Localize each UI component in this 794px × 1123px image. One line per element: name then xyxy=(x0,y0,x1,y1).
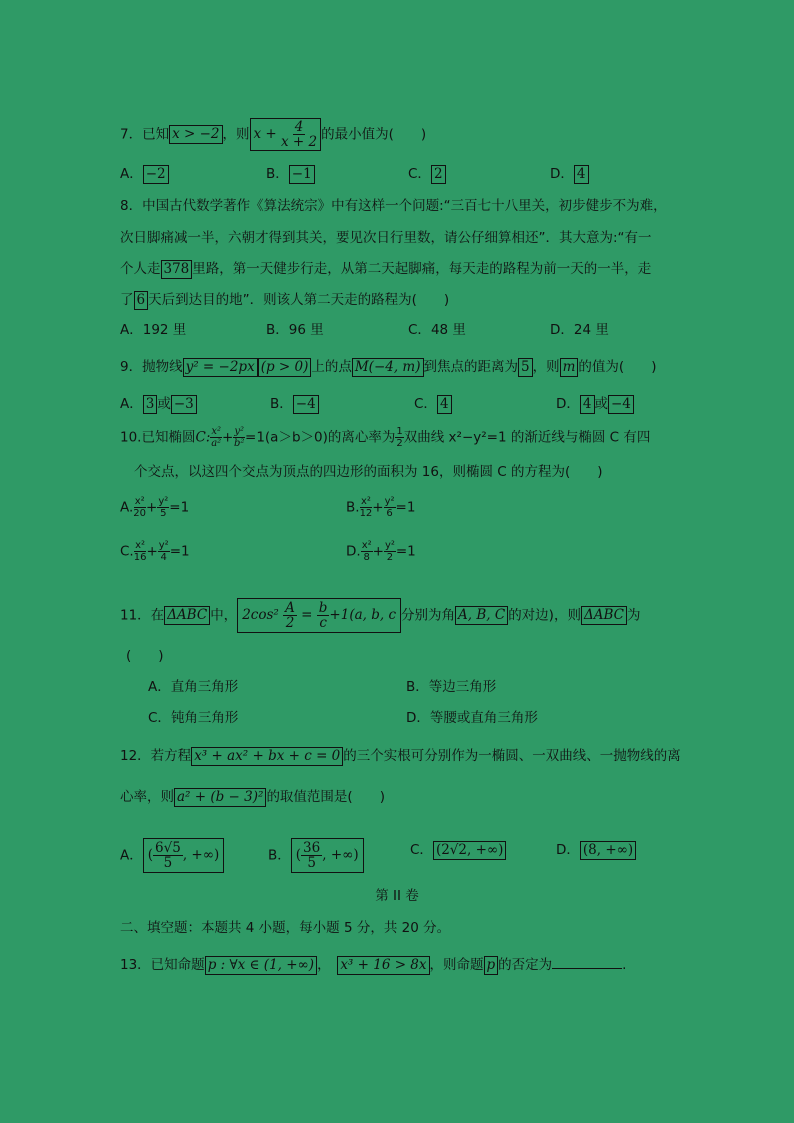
question-13-stem: 13．已知命题 p : ∀x ∈ (1, +∞) ， x³ + 16 > 8x ，则命题 p 的否定为 . xyxy=(120,954,626,975)
option-d[interactable]: D． 4 或 −4 xyxy=(556,394,634,414)
option-c[interactable]: C． 2 xyxy=(408,164,446,184)
option-d[interactable]: D．24 里 xyxy=(550,322,609,338)
question-11-paren: ( ) xyxy=(126,648,164,664)
option-a[interactable]: A. $\frac{\text{x²}}{20}$ + $\frac{\text{y²}}{5}$ =1 xyxy=(120,496,190,519)
formula-box: (p > 0) xyxy=(258,358,312,377)
formula-box: ΔABC xyxy=(164,606,210,625)
fraction: $\frac{\text{y²}}{\text{b²}}$ xyxy=(233,426,245,449)
option-b[interactable]: B. $\frac{\text{x²}}{12}$ + $\frac{\text{y²}}{6}$ =1 xyxy=(346,496,416,519)
option-a[interactable]: A．192 里 xyxy=(120,322,187,338)
number-box: 6 xyxy=(134,291,149,310)
option-b[interactable]: B． −4 xyxy=(270,394,319,414)
formula-box: p xyxy=(484,956,499,975)
formula-box: 5 xyxy=(518,358,533,377)
question-7-stem: 7．已知 x > −2 ，则 x + $\frac{4}{x + 2}$ 的最小值为( ) xyxy=(120,119,427,150)
question-8-line-2: 次日脚痛减一半，六朝才得到其关，要见次日行里数，请公仔细算相还”．其大意为:“有一 xyxy=(120,230,652,246)
fraction: $\frac{1}{2}$ xyxy=(396,426,403,449)
option-b[interactable]: B． −1 xyxy=(266,164,315,184)
question-8-line-4: 了 6 天后到达目的地”．则该人第二天走的路程为( ) xyxy=(120,291,450,308)
question-9-stem: 9．抛物线 y² = −2px (p > 0) 上的点 M(−4, m) 到焦点的距离为 5 ，则 m 的值为( ) xyxy=(120,358,657,375)
option-a[interactable]: A． 3 或 −3 xyxy=(120,394,197,414)
formula-box: x³ + 16 > 8x xyxy=(337,956,429,975)
formula-box: 2cos² $\frac{A}{2}$ = $\frac{b}{c}$ +1(a, b, c xyxy=(237,598,401,633)
fraction: $\frac{\text{x²}}{\text{a²}}$ xyxy=(211,426,222,449)
formula-box: p : ∀x ∈ (1, +∞) xyxy=(205,956,317,975)
question-12-line-1: 12．若方程 x³ + ax² + bx + c = 0 的三个实根可分别作为一椭圆、一双曲线、一抛物线的离 xyxy=(120,747,681,764)
option-d[interactable]: D. $\frac{\text{x²}}{8}$ + $\frac{\text{y²}}{2}$ =1 xyxy=(346,540,416,563)
option-c[interactable]: C． 4 xyxy=(414,394,452,414)
formula-box: M(−4, m) xyxy=(352,358,424,377)
option-c[interactable]: C. $\frac{\text{x²}}{16}$ + $\frac{\text{y²}}{4}$ =1 xyxy=(120,540,190,563)
option-c[interactable]: C．48 里 xyxy=(408,322,466,338)
question-10-line-2: 个交点，以这四个交点为顶点的四边形的面积为 16，则椭圆 C 的方程为( ) xyxy=(134,464,603,480)
question-12-line-2: 心率，则 a² + (b − 3)² 的取值范围是( ) xyxy=(120,788,385,805)
formula-box: y² = −2px xyxy=(183,358,258,377)
formula-box: m xyxy=(560,358,579,377)
option-a[interactable]: A．直角三角形 xyxy=(148,679,239,695)
question-11-stem: 11．在 ΔABC 中， 2cos² $\frac{A}{2}$ = $\frac{b}{c}$ +1(a, b, c 分别为角 A, B, C 的对边)，则 ΔABC 为 xyxy=(120,600,641,631)
option-c[interactable]: C．钝角三角形 xyxy=(148,710,239,726)
question-10-line-1: 10.已知椭圆C: $\frac{\text{x²}}{\text{a²}}$ + $\frac{\text{y²}}{\text{b²}}$ =1(a＞b＞0)的离心率为 $\frac{1}{2}$ 双曲线 x²−y²=1 的渐近线与椭圆 C 有四 xyxy=(120,426,651,449)
question-8-line-1: 8．中国古代数学著作《算法统宗》中有这样一个问题:“三百七十八里关，初步健步不为难， xyxy=(120,198,667,214)
section-2-heading: 二、填空题：本题共 4 小题，每小题 5 分，共 20 分。 xyxy=(120,920,451,936)
option-a[interactable]: A． ( $\frac{6√5}{5}$ , +∞) xyxy=(120,838,224,873)
formula-box: x > −2 xyxy=(169,125,222,144)
answer-blank[interactable] xyxy=(552,954,622,969)
question-8-line-3: 个人走 378 里路，第一天健步行走，从第二天起脚痛，每天走的路程为前一天的一半，走 xyxy=(120,260,652,277)
option-d[interactable]: D． (8, +∞) xyxy=(556,840,636,860)
part-2-title: 第 II 卷 xyxy=(375,888,419,904)
fraction: $\frac{4}{x + 2}$ xyxy=(281,119,318,150)
formula-box: A, B, C xyxy=(455,606,508,625)
option-d[interactable]: D． 4 xyxy=(550,164,589,184)
option-b[interactable]: B．96 里 xyxy=(266,322,324,338)
option-c[interactable]: C． (2√2, +∞) xyxy=(410,840,506,860)
formula-box: x³ + ax² + bx + c = 0 xyxy=(191,747,343,766)
formula-box: a² + (b − 3)² xyxy=(174,788,266,807)
option-a[interactable]: A． −2 xyxy=(120,164,169,184)
formula-box: x + $\frac{4}{x + 2}$ xyxy=(250,118,322,151)
option-d[interactable]: D．等腰或直角三角形 xyxy=(406,710,538,726)
formula-box: ΔABC xyxy=(581,606,627,625)
number-box: 378 xyxy=(161,260,193,279)
option-b[interactable]: B．等边三角形 xyxy=(406,679,497,695)
option-b[interactable]: B． ( $\frac{36}{5}$ , +∞) xyxy=(268,838,364,873)
